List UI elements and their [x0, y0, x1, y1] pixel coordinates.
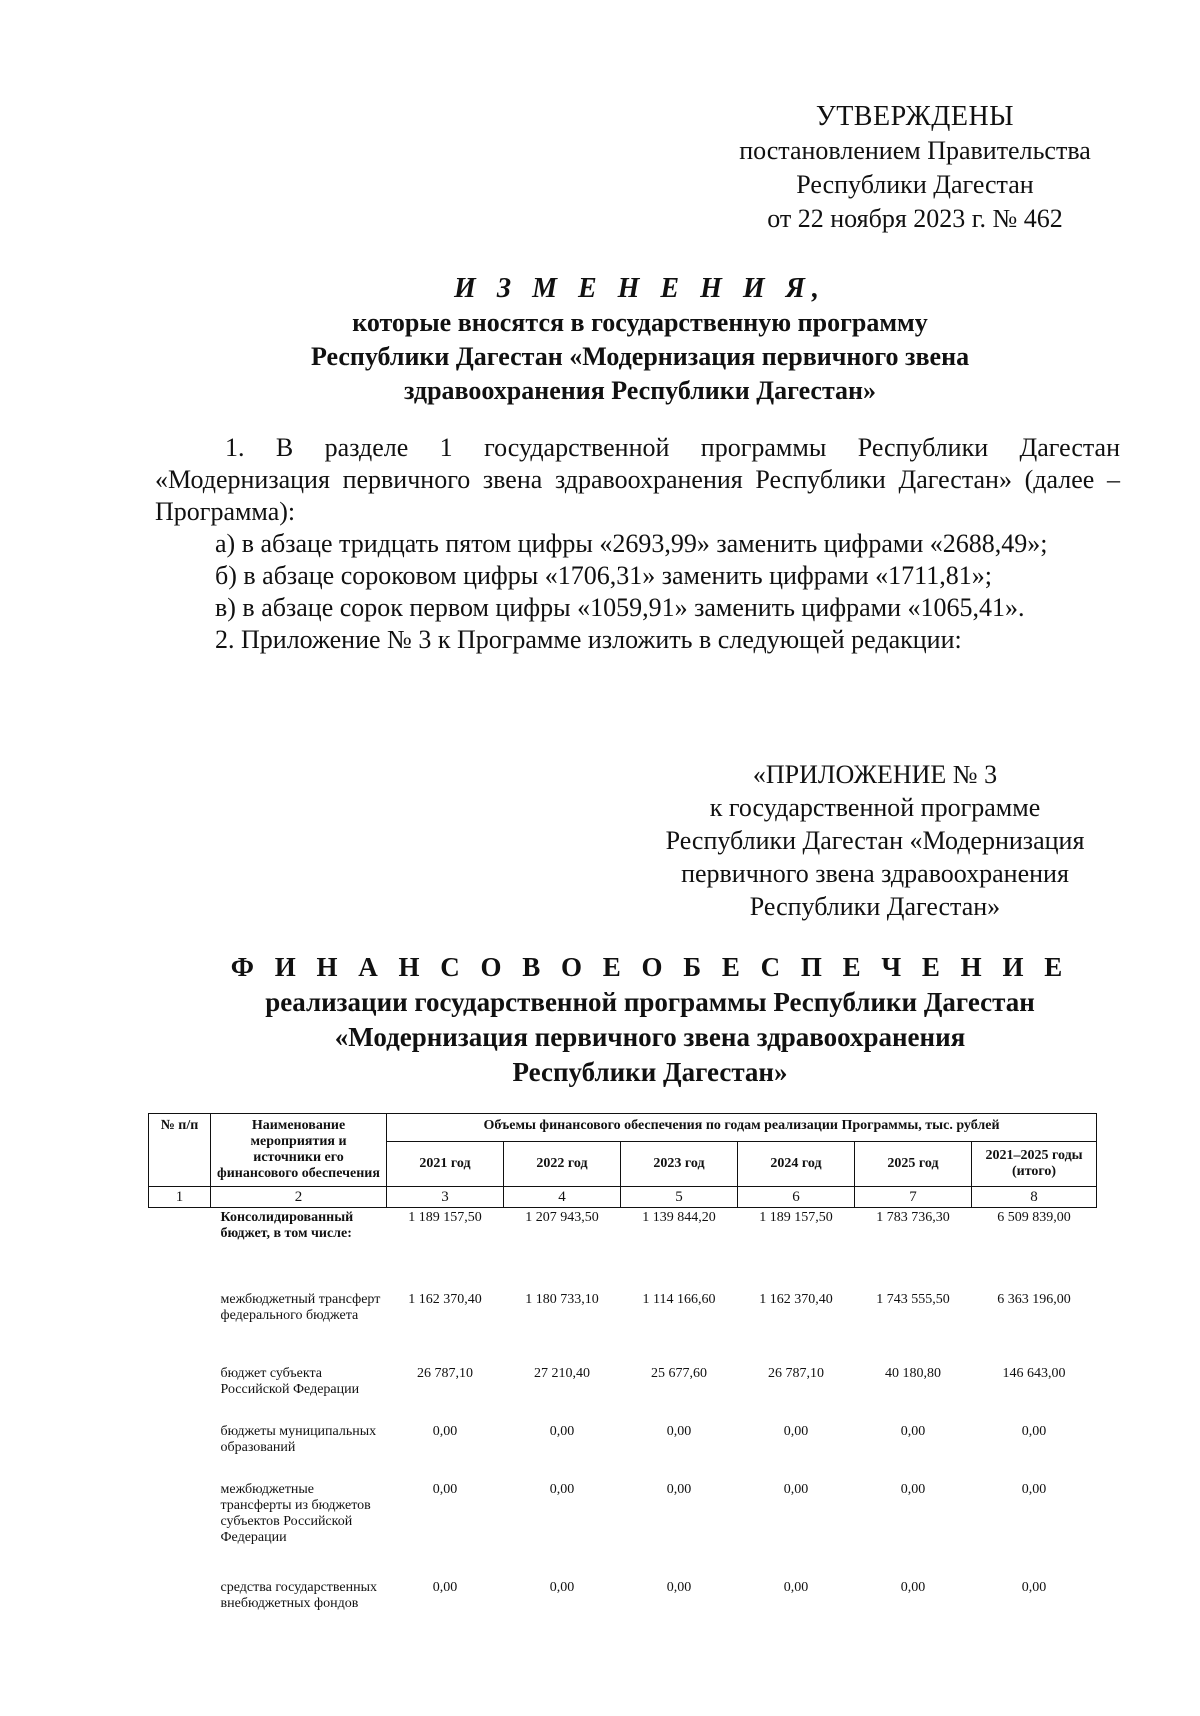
- row-value: 26 787,10: [417, 1365, 473, 1381]
- financial-title: Ф И Н А Н С О В О Е О Б Е С П Е Ч Е Н И Е: [230, 952, 1070, 982]
- row-number-cell: [149, 1422, 211, 1480]
- paragraph-1b: б) в абзаце сороковом цифры «1706,31» заменить цифрами «1711,81»;: [215, 561, 992, 590]
- changes-title: И З М Е Н Е Н И Я,: [454, 273, 826, 304]
- row-value: 6 363 196,00: [997, 1291, 1071, 1307]
- row-value: 0,00: [1021, 1423, 1047, 1439]
- column-number: 2: [211, 1187, 387, 1208]
- financial-table: [148, 1113, 1097, 1648]
- table-row: [149, 1578, 1097, 1648]
- table-row: [149, 1364, 1097, 1422]
- row-value: 27 210,40: [534, 1365, 590, 1381]
- row-value: 0,00: [1021, 1481, 1047, 1497]
- row-value: 1 189 157,50: [759, 1210, 833, 1225]
- changes-heading: [140, 272, 1140, 408]
- row-value: 40 180,80: [885, 1365, 941, 1381]
- column-number: 8: [972, 1187, 1097, 1208]
- row-value: 26 787,10: [768, 1365, 824, 1381]
- row-value: 0,00: [549, 1481, 575, 1497]
- approval-line-2: Республики Дагестан: [796, 170, 1034, 199]
- row-name: бюджеты муниципальных образований: [220, 1423, 377, 1455]
- row-value: 0,00: [783, 1481, 809, 1497]
- body-text: [155, 432, 1120, 656]
- financial-line-1: реализации государственной программы Республики Дагестан: [265, 987, 1035, 1017]
- header-year: 2023 год: [621, 1141, 738, 1186]
- paragraph-1: 1. В разделе 1 государственной программы Республики Дагестан «Модернизация первичного звена здравоохранения Республики Дагестан» (далее – Программа):: [155, 433, 1120, 526]
- row-number-cell: [149, 1364, 211, 1422]
- row-value: 0,00: [900, 1423, 926, 1439]
- header-year-total: 2021–2025 годы (итого): [972, 1141, 1097, 1186]
- approval-title: УТВЕРЖДЕНЫ: [815, 101, 1015, 132]
- header-year: 2021 год: [387, 1141, 504, 1186]
- row-value: 0,00: [783, 1423, 809, 1439]
- changes-line-1: которые вносятся в государственную программу: [352, 308, 928, 337]
- row-name: Консолидированный бюджет, в том числе:: [220, 1210, 354, 1241]
- row-value: 1 189 157,50: [408, 1210, 482, 1225]
- changes-line-3: здравоохранения Республики Дагестан»: [403, 376, 877, 405]
- row-value: 1 207 943,50: [525, 1210, 599, 1225]
- row-value: 25 677,60: [651, 1365, 707, 1381]
- header-number: № п/п: [149, 1114, 211, 1187]
- row-number-cell: [149, 1480, 211, 1578]
- paragraph-1c: в) в абзаце сорок первом цифры «1059,91» заменить цифрами «1065,41».: [215, 593, 1025, 622]
- appendix-line-1: «ПРИЛОЖЕНИЕ № 3: [752, 760, 998, 789]
- row-value: 1 162 370,40: [759, 1291, 833, 1307]
- row-value: 0,00: [900, 1579, 926, 1595]
- row-number-cell: [149, 1208, 211, 1290]
- header-name: Наименование мероприятия и источники его финансового обеспечения: [211, 1114, 387, 1187]
- paragraph-1a: а) в абзаце тридцать пятом цифры «2693,99» заменить цифрами «2688,49»;: [215, 529, 1048, 558]
- row-value: 6 509 839,00: [997, 1210, 1071, 1225]
- row-value: 1 139 844,20: [642, 1210, 716, 1225]
- financial-line-3: Республики Дагестан»: [512, 1057, 788, 1087]
- row-value: 0,00: [900, 1481, 926, 1497]
- row-value: 1 180 733,10: [525, 1291, 599, 1307]
- financial-table-wrap: [148, 1113, 1096, 1648]
- row-value: 0,00: [666, 1423, 692, 1439]
- column-number: 5: [621, 1187, 738, 1208]
- column-number: 7: [855, 1187, 972, 1208]
- column-number: 6: [738, 1187, 855, 1208]
- row-value: 0,00: [549, 1423, 575, 1439]
- appendix-line-5: Республики Дагестан»: [749, 892, 1001, 921]
- row-value: 0,00: [783, 1579, 809, 1595]
- row-value: 146 643,00: [1002, 1365, 1066, 1381]
- appendix-line-4: первичного звена здравоохранения: [681, 859, 1069, 888]
- row-value: 1 162 370,40: [408, 1291, 482, 1307]
- row-value: 0,00: [666, 1579, 692, 1595]
- row-name: межбюджетные трансферты из бюджетов субъектов Российской Федерации: [220, 1481, 371, 1545]
- row-number-cell: [149, 1578, 211, 1648]
- table-row: [149, 1290, 1097, 1364]
- table-row: [149, 1208, 1097, 1290]
- row-value: 1 783 736,30: [876, 1210, 950, 1225]
- changes-line-2: Республики Дагестан «Модернизация первичного звена: [310, 342, 970, 371]
- financial-line-2: «Модернизация первичного звена здравоохранения: [334, 1022, 966, 1052]
- header-group: Объемы финансового обеспечения по годам реализации Программы, тыс. рублей: [387, 1114, 1097, 1142]
- column-number: 4: [504, 1187, 621, 1208]
- row-name: межбюджетный трансферт федерального бюджета: [220, 1291, 381, 1323]
- header-year: 2022 год: [504, 1141, 621, 1186]
- row-value: 1 114 166,60: [642, 1291, 716, 1307]
- header-year: 2025 год: [855, 1141, 972, 1186]
- approval-block: [700, 100, 1130, 236]
- row-value: 0,00: [666, 1481, 692, 1497]
- appendix-line-2: к государственной программе: [709, 793, 1041, 822]
- header-year: 2024 год: [738, 1141, 855, 1186]
- table-row: [149, 1422, 1097, 1480]
- approval-line-1: постановлением Правительства: [739, 136, 1091, 165]
- row-value: 0,00: [1021, 1579, 1047, 1595]
- appendix-block: [640, 758, 1110, 923]
- row-name: средства государственных внебюджетных фондов: [220, 1579, 378, 1611]
- column-number: 3: [387, 1187, 504, 1208]
- row-name: бюджет субъекта Российской Федерации: [220, 1365, 360, 1397]
- row-value: 1 743 555,50: [876, 1291, 950, 1307]
- paragraph-2: 2. Приложение № 3 к Программе изложить в следующей редакции:: [215, 625, 962, 654]
- row-number-cell: [149, 1290, 211, 1364]
- row-value: 0,00: [549, 1579, 575, 1595]
- row-value: 0,00: [432, 1579, 458, 1595]
- row-value: 0,00: [432, 1481, 458, 1497]
- row-value: 0,00: [432, 1423, 458, 1439]
- financial-heading: [150, 950, 1150, 1090]
- column-number: 1: [149, 1187, 211, 1208]
- approval-line-3: от 22 ноября 2023 г. № 462: [767, 204, 1063, 233]
- appendix-line-3: Республики Дагестан «Модернизация: [665, 826, 1085, 855]
- table-row: [149, 1480, 1097, 1578]
